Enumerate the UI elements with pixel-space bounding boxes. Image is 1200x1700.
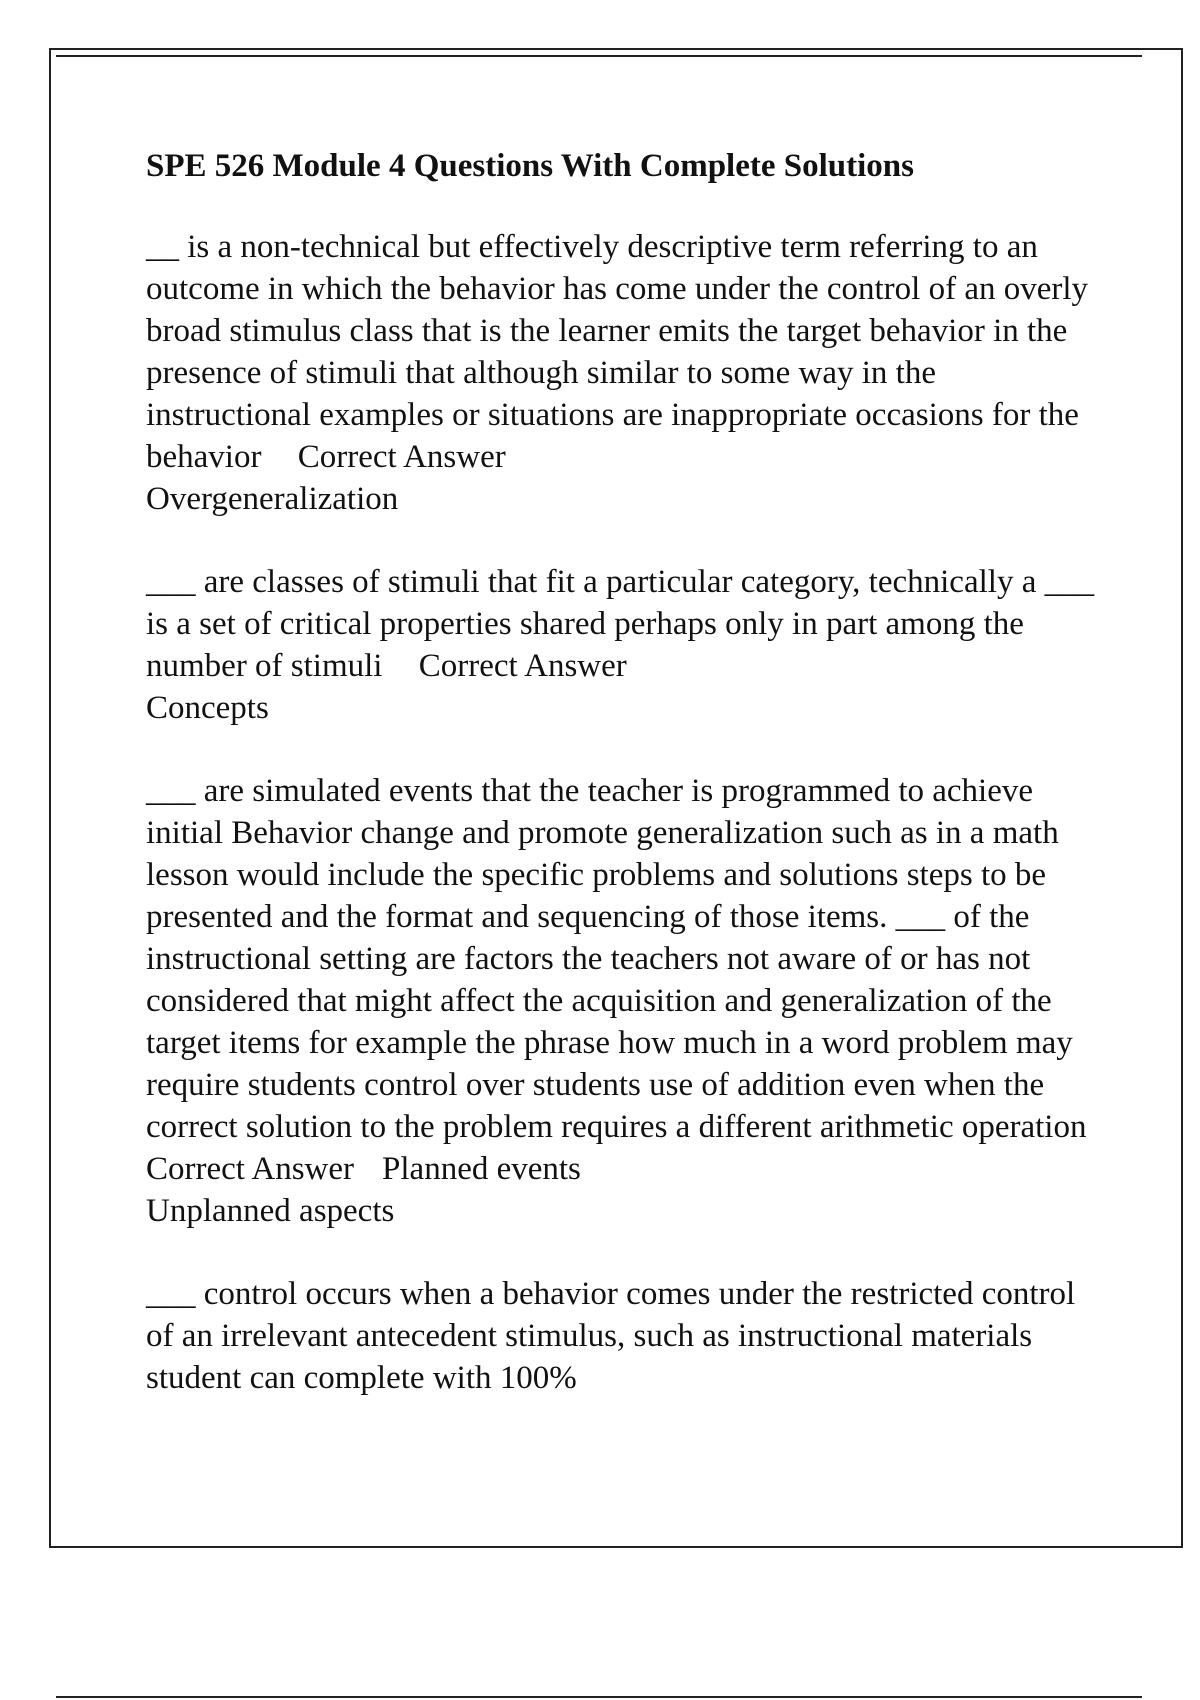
answer-text: Overgeneralization xyxy=(146,481,399,517)
question-item-2 xyxy=(146,561,1096,729)
correct-answer-label: Correct Answer xyxy=(146,1151,355,1187)
question-text: ___ are simulated events that the teacher is programmed to achieve initial Behavior change and promote generalization such as in a math lesson would include the specific problems and solutions steps to be presented and the format and sequencing of those items. ___ of the instructional setting are factors the teachers not aware of or has not considered that might affect the acquisition and generalization of the target items for example the phrase how much in a word problem may require students control over students use of addition even when the correct solution to the problem requires a different arithmetic operation xyxy=(146,773,1087,1145)
question-text: ___ control occurs when a behavior comes under the restricted control of an irrelevant antecedent stimulus, such as instructional materials student can complete with 100% xyxy=(146,1276,1076,1396)
correct-answer-label: Correct Answer xyxy=(297,439,506,475)
bottom-rule xyxy=(56,1696,1142,1698)
correct-answer-label: Correct Answer xyxy=(418,648,627,684)
question-item-3 xyxy=(146,770,1096,1232)
answer-text: Unplanned aspects xyxy=(146,1193,395,1229)
question-item-4 xyxy=(146,1273,1096,1399)
answer-text: Planned events xyxy=(382,1151,581,1187)
question-text: ___ are classes of stimuli that fit a particular category, technically a ___ is a set of critical properties shared perhaps only in part among the number of stimuli xyxy=(146,564,1095,684)
document-content xyxy=(146,144,1096,1440)
answer-text: Concepts xyxy=(146,690,269,726)
question-text: __ is a non-technical but effectively descriptive term referring to an outcome in which the behavior has come under the control of an overly broad stimulus class that is the learner emits the target behavior in the presence of stimuli that although similar to some way in the instructional examples or situations are inappropriate occasions for the behavior xyxy=(146,229,1089,475)
document-title: SPE 526 Module 4 Questions With Complete Solutions xyxy=(146,148,914,184)
question-item-1 xyxy=(146,226,1096,520)
